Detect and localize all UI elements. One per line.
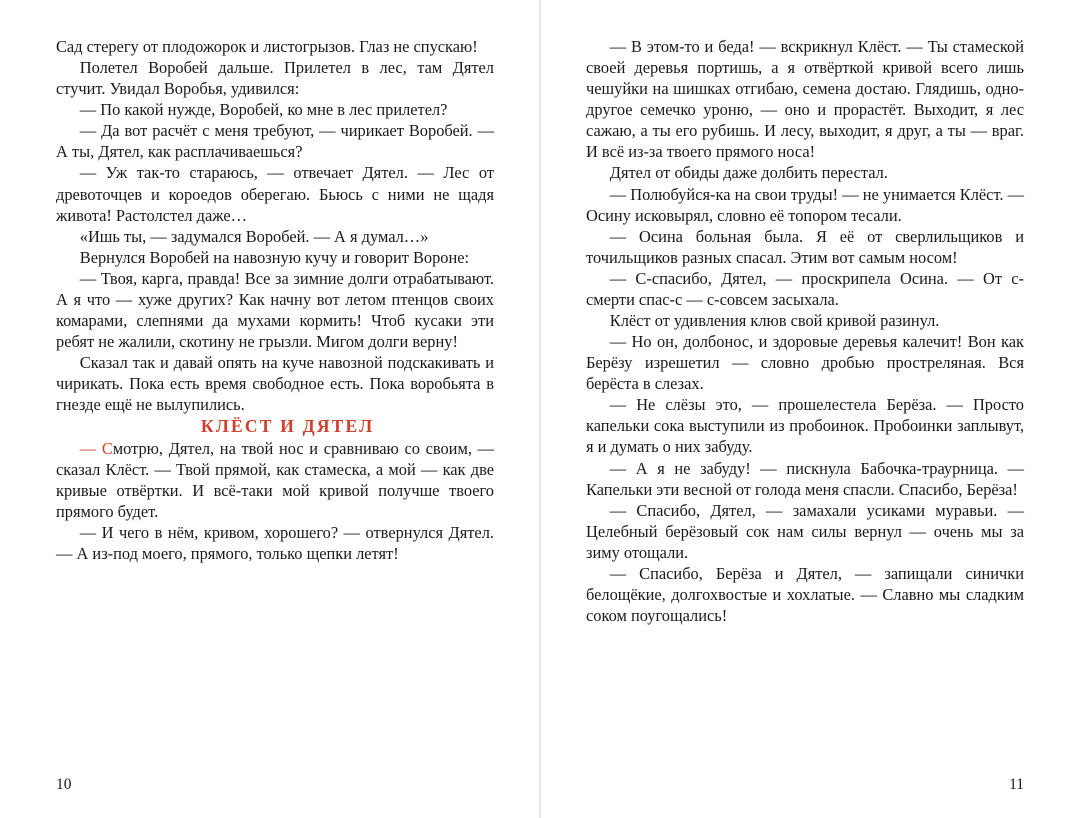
paragraph: — Не слёзы это, — прошелестела Берёза. — Просто капельки сока выступили из пробоинок. Пробоинки заплывут, я и думать о них забуду. [586, 395, 1024, 457]
paragraph: Полетел Воробей дальше. Прилетел в лес, там Дятел стучит. Увидал Воробья, удивился: [56, 58, 494, 99]
paragraph: Клёст от удивления клюв свой кривой разинул. [609, 311, 940, 331]
right-column-text [586, 36, 1024, 626]
paragraph: — Полюбуйся-ка на свои труды! — не унимается Клёст. — Осину исковырял, словно её топором тесали. [586, 184, 1024, 225]
paragraph: Сад стерегу от плодожорок и листогрызов. Глаз не спускаю! [56, 37, 478, 56]
paragraph: Сказал так и давай опять на куче навозной подскакивать и чирикать. Пока есть время свободное есть. Пока воробьята в гнезде ещё не вылупились. [56, 353, 494, 415]
paragraph: — В этом-то и беда! — вскрикнул Клёст. — Ты стамеской своей деревья портишь, а я отвёрткой кривой всего лишь чешуйки на шишках отгибаю, семена достаю. Глядишь, одно-другое семечко уроню, — оно и прорастёт. Выходит, я лес сажаю, а ты его рубишь. И лесу, выходит, я друг, а ты — враг. И всё из-за твоего прямого носа! [586, 37, 1024, 162]
left-column-text [56, 36, 494, 564]
paragraph: — Да вот расчёт с меня требуют, — чирикает Воробей. — А ты, Дятел, как расплачиваешься? [56, 121, 494, 162]
paragraph: — Спасибо, Дятел, — замахали усиками муравьи. — Целебный берёзовый сок нам силы вернул — очень мы за зиму отощали. [586, 500, 1024, 562]
paragraph: — С-спасибо, Дятел, — проскрипела Осина. — От с-смерти спас-с — с-совсем засыхала. [586, 268, 1024, 309]
paragraph: «Ишь ты, — задумался Воробей. — А я думал…» [79, 226, 429, 246]
paragraph: Дятел от обиды даже долбить перестал. [609, 163, 888, 183]
paragraph: — А я не забуду! — пискнула Бабочка-траурница. — Капельки эти весной от голода меня спасли. Спасибо, Берёза! [586, 458, 1024, 499]
paragraph: — Осина больная была. Я её от сверлильщиков и точильщиков разных спасал. Этим вот самым носом! [586, 226, 1024, 267]
lead-dash: — [79, 438, 102, 458]
dropcap: С [101, 438, 113, 458]
page-right [540, 0, 1080, 818]
paragraph-text: мотрю, Дятел, на твой нос и сравниваю со своим, — сказал Клёст. — Твой прямой, как стамеска, а мой — как две кривые отвёртки. И всё-таки мой кривой получше твоего прямого будет. [56, 438, 494, 522]
paragraph: Вернулся Воробей на навозную кучу и говорит Вороне: [79, 247, 470, 267]
paragraph: — И чего в нём, кривом, хорошего? — отвернулся Дятел. — А из-под моего, прямого, только щепки летят! [56, 523, 494, 564]
paragraph: — Но он, долбонос, и здоровые деревья калечит! Вон как Берёзу изрешетил — словно дробью простреляная. Вся берёста в слезах. [586, 332, 1024, 394]
page-number-right: 11 [1009, 776, 1024, 793]
paragraph: — По какой нужде, Воробей, ко мне в лес прилетел? [79, 100, 448, 120]
paragraph: — Твоя, карга, правда! Все за зимние долги отрабатывают. А я что — хуже других? Как начну вот летом птенцов своих комарами, слепнями да мухами кормить! Чтоб кусаки эти ребят не жалили, скотину не грызли. Мигом долги верну! [56, 268, 494, 352]
page-number-left: 10 [56, 776, 72, 793]
section-title: КЛЁСТ И ДЯТЕЛ [200, 416, 375, 437]
paragraph: — Уж так-то стараюсь, — отвечает Дятел. — Лес от древоточцев и короедов оберегаю. Бьюсь с ними не щадя живота! Растолстел даже… [56, 163, 494, 225]
paragraph: — Спасибо, Берёза и Дятел, — запищали синички белощёкие, долгохвостые и хохлатые. — Славно мы сладким соком поугощались! [586, 563, 1024, 626]
paragraph [56, 438, 494, 522]
